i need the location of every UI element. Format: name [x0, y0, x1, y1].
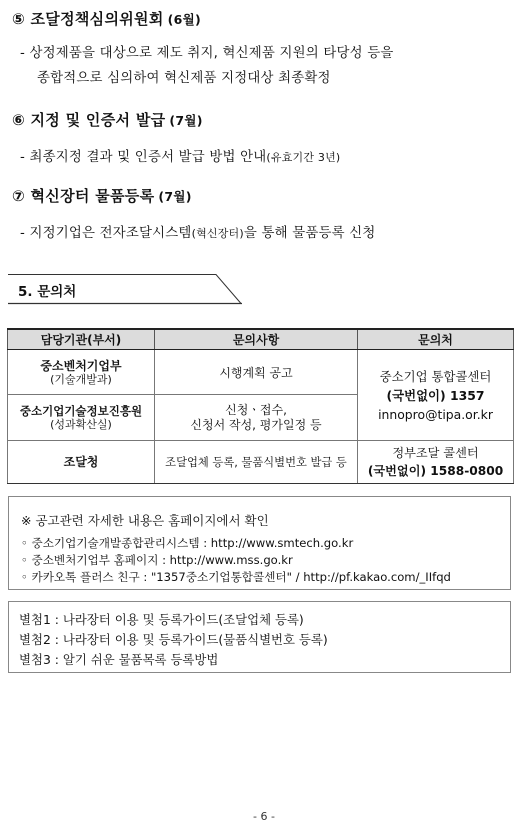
attachments-box: [8, 601, 511, 673]
dept-cell: [8, 441, 155, 484]
contact-email: innopro@tipa.or.kr: [378, 406, 493, 422]
step-6-heading: [12, 109, 203, 130]
notice-item-smtech: ◦ 중소기업기술개발종합관리시스템 : http://www.smtech.go.kr: [21, 536, 354, 550]
contact-cell: [358, 350, 514, 441]
contact-number: (국번없이) 1357: [386, 387, 485, 403]
attachment-1: 별첨1 : 나라장터 이용 및 등록가이드(조달업체 등록): [19, 612, 304, 627]
inquiry-line-2: 신청서 작성, 평가일정 등: [190, 417, 322, 432]
step-6-line-main: - 최종지정 결과 및 인증서 발급 방법 안내: [20, 150, 267, 165]
header-dept: 담당기관(부서): [8, 329, 155, 350]
step-5-line-1: - 상정제품을 대상으로 제도 취지, 혁신제품 지원의 타당성 등을: [20, 46, 394, 61]
notice-box: [8, 496, 511, 590]
step-6-month: (7월): [169, 113, 203, 128]
step-5-title: ⑤ 조달정책심의위원회: [12, 10, 164, 28]
step-7-line-b: 을 통해 물품등록 신청: [243, 226, 376, 241]
section-heading: [8, 274, 240, 304]
contact-number: (국번없이) 1588-0800: [367, 464, 504, 478]
notice-item-mss: ◦ 중소벤처기업부 홈페이지 : http://www.mss.go.kr: [21, 553, 293, 567]
header-inquiry: 문의사항: [155, 329, 358, 350]
step-6-line-small: (유효기간 3년): [266, 151, 341, 164]
contact-name: 정부조달 콜센터: [392, 446, 479, 460]
dept-cell: [8, 395, 155, 441]
step-7-heading: [12, 185, 192, 206]
inquiry-line-1: 신청ㆍ접수,: [225, 402, 287, 417]
notice-head: ※ 공고관련 자세한 내용은 홈페이지에서 확인: [21, 513, 269, 528]
page-number: - 6 -: [253, 810, 275, 823]
contact-cell: [358, 441, 514, 484]
step-5-heading: [12, 8, 201, 29]
step-6-line: [20, 146, 340, 165]
inquiry-cell: 조달업체 등록, 물품식별번호 발급 등: [155, 441, 358, 484]
step-6-title: ⑥ 지정 및 인증서 발급: [12, 111, 166, 129]
step-7-title: ⑦ 혁신장터 물품등록: [12, 187, 155, 205]
dept-name: 조달청: [63, 455, 99, 469]
table-row: [8, 350, 514, 395]
section-title: 5. 문의처: [18, 284, 77, 300]
table-row: [8, 441, 514, 484]
dept-cell: [8, 350, 155, 395]
header-contact: 문의처: [358, 329, 514, 350]
contact-table: [7, 328, 514, 484]
contact-name: 중소기업 통합콜센터: [379, 368, 492, 384]
dept-name: 중소기업기술정보진흥원: [19, 404, 143, 418]
step-7-line-small: (혁신장터): [191, 227, 244, 240]
table-header-row: [8, 329, 514, 350]
inquiry-cell: 시행계획 공고: [155, 350, 358, 395]
step-5-month: (6월): [167, 12, 202, 27]
dept-sub: (성과확산실): [50, 418, 112, 431]
step-7-line: [20, 222, 375, 241]
attachment-3: 별첨3 : 알기 쉬운 물품목록 등록방법: [19, 652, 219, 667]
step-7-month: (7월): [158, 189, 192, 204]
dept-sub: (기술개발과): [50, 372, 112, 386]
step-5-line-2: 종합적으로 심의하여 혁신제품 지정대상 최종확정: [37, 71, 331, 86]
notice-item-kakao: ◦ 카카오톡 플러스 친구 : "1357중소기업통합콜센터" / http://pf.kakao.com/_IIfqd: [21, 570, 451, 584]
dept-name: 중소벤처기업부: [40, 358, 122, 373]
attachment-2: 별첨2 : 나라장터 이용 및 등록가이드(물품식별번호 등록): [19, 632, 328, 647]
step-7-line-a: - 지정기업은 전자조달시스템: [20, 226, 192, 241]
inquiry-cell: [155, 395, 358, 441]
